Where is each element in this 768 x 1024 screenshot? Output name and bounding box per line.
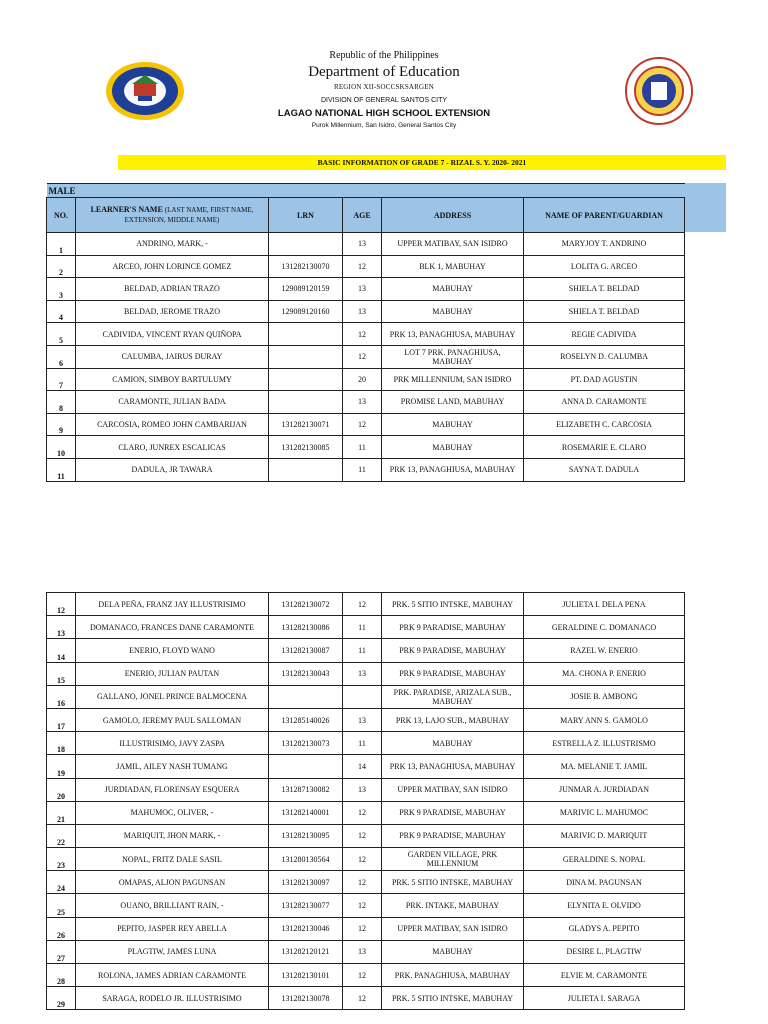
learner-age: 12 [343,871,382,894]
parent-name: PT. DAD AGUSTIN [524,368,685,391]
learner-age: 12 [343,964,382,987]
learner-lrn: 131282130085 [269,436,343,459]
row-number: 9 [47,413,76,436]
learner-lrn: 131282130097 [269,871,343,894]
learner-lrn: 129089120160 [269,300,343,323]
school-address: Purok Millennium, San Isidro, General Santos City [311,122,457,129]
learner-address: PRK 13, PANAGHIUSA, MABUHAY [382,755,524,778]
row-number: 10 [47,436,76,459]
table-row [47,639,685,662]
learner-lrn [269,323,343,346]
learner-name: CALUMBA, JAIRUS DURAY [76,345,269,368]
table-row [47,413,685,436]
learner-address: PRK. 5 SITIO INTSKE, MABUHAY [382,871,524,894]
parent-name: ELIZABETH C. CARCOSIA [524,413,685,436]
parent-name: MARY ANN S. GAMOLO [524,708,685,731]
learner-age: 11 [343,639,382,662]
learner-age: 12 [343,413,382,436]
learner-name: SARAGA, RODELO JR. ILLUSTRISIMO [76,987,269,1010]
learner-address: PRK 9 PARADISE, MABUHAY [382,639,524,662]
row-number: 4 [47,300,76,323]
parent-name: ELVIE M. CARAMONTE [524,964,685,987]
learner-age: 13 [343,278,382,301]
parent-name: MA. CHONA P. ENERIO [524,662,685,685]
learner-lrn: 131282140001 [269,801,343,824]
parent-name: JUNMAR A. JURDIADAN [524,778,685,801]
parent-name: DINA M. PAGUNSAN [524,871,685,894]
col-address-header: ADDRESS [382,198,524,233]
learner-name: BELDAD, ADRIAN TRAZO [76,278,269,301]
learner-name: ARCEO, JOHN LORINCE GOMEZ [76,255,269,278]
parent-name: RAZEL W. ENERIO [524,639,685,662]
learner-lrn [269,755,343,778]
learner-lrn [269,391,343,414]
row-number: 12 [47,593,76,616]
learner-address: PRK. 5 SITIO INTSKE, MABUHAY [382,987,524,1010]
col-age-header: AGE [343,198,382,233]
learner-age: 12 [343,255,382,278]
learner-lrn: 131280130564 [269,848,343,871]
parent-name: REGIE CADIVIDA [524,323,685,346]
learner-lrn: 131282130071 [269,413,343,436]
parent-name: DESIRE L. PLAGTIW [524,940,685,963]
row-number: 8 [47,391,76,414]
parent-name: ANNA D. CARAMONTE [524,391,685,414]
table-row [47,391,685,414]
learner-address: LOT 7 PRK. PANAGHIUSA, MABUHAY [382,345,524,368]
division-line: DIVISION OF GENERAL SANTOS CITY [320,97,448,104]
parent-name: MARIVIC L. MAHUMOC [524,801,685,824]
region-line: REGION XII-SOCCSKSARGEN [333,83,435,91]
learner-age: 13 [343,778,382,801]
col-no-header: NO. [47,198,76,233]
row-number: 11 [47,458,76,481]
learner-lrn: 131282130072 [269,593,343,616]
learner-age: 11 [343,616,382,639]
learner-name: ROLONA, JAMES ADRIAN CARAMONTE [76,964,269,987]
row-number: 24 [47,871,76,894]
table-row [47,894,685,917]
parent-name: LOLITA G. ARCEO [524,255,685,278]
learner-address: MABUHAY [382,732,524,755]
learner-name: MARIQUIT, JHON MARK, - [76,824,269,847]
learner-age [343,685,382,708]
parent-name: JULIETA I. SARAGA [524,987,685,1010]
learner-address: MABUHAY [382,940,524,963]
learner-lrn: 131282130095 [269,824,343,847]
table-row [47,368,685,391]
row-number: 13 [47,616,76,639]
learner-age: 13 [343,940,382,963]
row-number: 22 [47,824,76,847]
row-number: 16 [47,685,76,708]
learner-name: PLAGTIW, JAMES LUNA [76,940,269,963]
learner-address: PRK 9 PARADISE, MABUHAY [382,662,524,685]
parent-name: ROSELYN D. CALUMBA [524,345,685,368]
col-name-title: LEARNER'S NAME [90,205,163,214]
learner-age: 12 [343,323,382,346]
learner-lrn [269,345,343,368]
learner-name: CARCOSIA, ROMEO JOHN CAMBARIJAN [76,413,269,436]
col-parent-header: NAME OF PARENT/GUARDIAN [524,198,685,233]
parent-name: MA. MELANIE T. JAMIL [524,755,685,778]
learner-name: ENERIO, JULIAN PAUTAN [76,662,269,685]
parent-name: SAYNA T. DADULA [524,458,685,481]
learner-lrn: 131282120121 [269,940,343,963]
learner-lrn [269,685,343,708]
row-number: 2 [47,255,76,278]
row-number: 1 [47,233,76,256]
learner-age: 11 [343,436,382,459]
row-number: 7 [47,368,76,391]
parent-name: JULIETA I. DELA PENA [524,593,685,616]
row-number: 19 [47,755,76,778]
learner-address: PRK MILLENNIUM, SAN ISIDRO [382,368,524,391]
learner-lrn: 131287130082 [269,778,343,801]
col-name-note: (LAST NAME, FIRST NAME, EXTENSION, MIDDLE NAME) [124,206,254,224]
table-row [47,708,685,731]
row-number: 5 [47,323,76,346]
parent-name: GERALDINE S. NOPAL [524,848,685,871]
table-row [47,732,685,755]
learner-age: 12 [343,894,382,917]
row-number: 21 [47,801,76,824]
learner-lrn: 131285140026 [269,708,343,731]
learner-name: ANDRINO, MARK, - [76,233,269,256]
learner-age: 13 [343,708,382,731]
table-row [47,278,685,301]
row-number: 20 [47,778,76,801]
table-row [47,871,685,894]
student-table-part-2 [46,592,685,1010]
learner-address: PRK 9 PARADISE, MABUHAY [382,824,524,847]
table-row [47,616,685,639]
row-number: 6 [47,345,76,368]
row-number: 18 [47,732,76,755]
learner-name: CAMION, SIMBOY BARTULUMY [76,368,269,391]
learner-name: CARAMONTE, JULIAN BADA [76,391,269,414]
learner-name: MAHUMOC, OLIVER, - [76,801,269,824]
table-row [47,964,685,987]
learner-age: 12 [343,917,382,940]
col-lrn-header: LRN [269,198,343,233]
row-number: 23 [47,848,76,871]
learner-name: PEPITO, JASPER REY ABELLA [76,917,269,940]
learner-age: 12 [343,987,382,1010]
learner-address: PRK. INTAKE, MABUHAY [382,894,524,917]
learner-address: PRK. PANAGHIUSA, MABUHAY [382,964,524,987]
parent-name: MARYJOY T. ANDRINO [524,233,685,256]
learner-age: 13 [343,300,382,323]
learner-lrn: 131282130043 [269,662,343,685]
learner-address: PRK 13, PANAGHIUSA, MABUHAY [382,323,524,346]
learner-address: PRK 9 PARADISE, MABUHAY [382,801,524,824]
learner-lrn: 131282130070 [269,255,343,278]
table-row [47,917,685,940]
student-table-part-1 [46,183,685,482]
table-row [47,755,685,778]
department-title: Department of Education [308,64,460,80]
learner-name: ILLUSTRISIMO, JAVY ZASPA [76,732,269,755]
learner-name: OUANO, BRILLIANT RAIN, - [76,894,269,917]
parent-name: ESTRELLA Z. ILLUSTRISMO [524,732,685,755]
table-row [47,233,685,256]
row-number: 26 [47,917,76,940]
col-name-header [76,198,269,233]
learner-address: MABUHAY [382,278,524,301]
document-title: BASIC INFORMATION OF GRADE 7 - RIZAL S. Y. 2020- 2021 [118,155,726,170]
table-row [47,824,685,847]
learner-name: CLARO, JUNREX ESCALICAS [76,436,269,459]
table-row [47,255,685,278]
row-number: 29 [47,987,76,1010]
learner-address: PRK. PARADISE, ARIZALA SUB., MABUHAY [382,685,524,708]
school-name: LAGAO NATIONAL HIGH SCHOOL EXTENSION [277,108,491,119]
table-row [47,848,685,871]
learner-address: MABUHAY [382,436,524,459]
row-number: 3 [47,278,76,301]
learner-lrn: 129089120159 [269,278,343,301]
learner-name: JAMIL, AILEY NASH TUMANG [76,755,269,778]
row-number: 17 [47,708,76,731]
table-row [47,940,685,963]
learner-age: 12 [343,824,382,847]
learner-name: DOMANACO, FRANCES DANE CARAMONTE [76,616,269,639]
learner-lrn [269,458,343,481]
learner-lrn: 131282130077 [269,894,343,917]
learner-lrn [269,233,343,256]
parent-name: GERALDINE C. DOMANACO [524,616,685,639]
learner-address: UPPER MATIBAY, SAN ISIDRO [382,778,524,801]
learner-age: 11 [343,458,382,481]
learner-address: PRK 13, LAJO SUB., MABUHAY [382,708,524,731]
learner-name: GAMOLO, JEREMY PAUL SALLOMAN [76,708,269,731]
row-number: 27 [47,940,76,963]
learner-name: OMAPAS, ALJON PAGUNSAN [76,871,269,894]
learner-age: 12 [343,801,382,824]
learner-age: 11 [343,732,382,755]
learner-lrn: 131282130086 [269,616,343,639]
table-row [47,458,685,481]
parent-name: JOSIE B. AMBONG [524,685,685,708]
learner-lrn: 131282130073 [269,732,343,755]
learner-address: PRK 13, PANAGHIUSA, MABUHAY [382,458,524,481]
learner-lrn: 131282130046 [269,917,343,940]
parent-name: GLADYS A. PEPITO [524,917,685,940]
learner-age: 12 [343,593,382,616]
learner-address: PRK 9 PARADISE, MABUHAY [382,616,524,639]
table-row [47,300,685,323]
parent-name: ROSEMARIE E. CLARO [524,436,685,459]
row-number: 14 [47,639,76,662]
learner-address: MABUHAY [382,300,524,323]
parent-name: MARIVIC D. MARIQUIT [524,824,685,847]
learner-address: PROMISE LAND, MABUHAY [382,391,524,414]
learner-name: DELA PEÑA, FRANZ JAY ILLUSTRISIMO [76,593,269,616]
learner-age: 20 [343,368,382,391]
learner-address: PRK. 5 SITIO INTSKE, MABUHAY [382,593,524,616]
learner-name: DADULA, JR TAWARA [76,458,269,481]
parent-name: SHIELA T. BELDAD [524,300,685,323]
learner-name: GALLANO, JONEL PRINCE BALMOCENA [76,685,269,708]
learner-address: MABUHAY [382,413,524,436]
row-number: 25 [47,894,76,917]
learner-lrn: 131282130101 [269,964,343,987]
table-row [47,987,685,1010]
parent-name: SHIELA T. BELDAD [524,278,685,301]
learner-address: UPPER MATIBAY, SAN ISIDRO [382,917,524,940]
table-row [47,345,685,368]
table-row [47,778,685,801]
learner-age: 12 [343,345,382,368]
learner-lrn [269,368,343,391]
learner-age: 13 [343,391,382,414]
learner-name: ENERIO, FLOYD WANO [76,639,269,662]
learner-lrn: 131282130078 [269,987,343,1010]
learner-name: BELDAD, JEROME TRAZO [76,300,269,323]
table-row [47,801,685,824]
learner-name: NOPAL, FRITZ DALE SASIL [76,848,269,871]
learner-name: CADIVIDA, VINCENT RYAN QUIÑOPA [76,323,269,346]
learner-lrn: 131282130087 [269,639,343,662]
table-row [47,685,685,708]
section-label: MALE [47,184,685,198]
row-number: 28 [47,964,76,987]
row-number: 15 [47,662,76,685]
learner-address: UPPER MATIBAY, SAN ISIDRO [382,233,524,256]
table-row [47,323,685,346]
learner-address: GARDEN VILLAGE, PRK MILLENNIUM [382,848,524,871]
parent-name: ELYNITA E. OLVIDO [524,894,685,917]
republic-line: Republic of the Philippines [329,50,439,61]
table-row [47,593,685,616]
learner-age: 13 [343,662,382,685]
learner-age: 14 [343,755,382,778]
table-row [47,662,685,685]
table-row [47,436,685,459]
learner-age: 12 [343,848,382,871]
learner-address: BLK 1, MABUHAY [382,255,524,278]
header-accent-block [684,183,726,232]
learner-age: 13 [343,233,382,256]
learner-name: JURDIADAN, FLORENSAY ESQUERA [76,778,269,801]
